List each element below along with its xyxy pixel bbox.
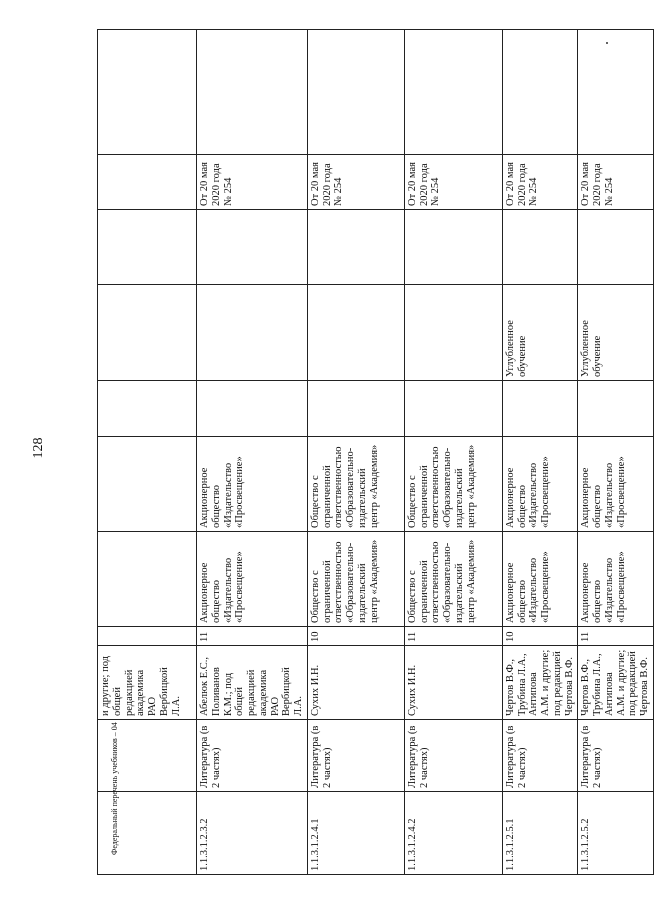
textbook-table: [97, 29, 654, 875]
cell-col7: [307, 381, 404, 437]
cell-grade: 10: [307, 627, 404, 646]
cell-level: [404, 285, 502, 381]
cell-number: [98, 792, 197, 875]
cell-col11: [307, 30, 404, 155]
cell-authors: Чертов В.Ф., Трубина Л.А., Антипова А.М. и другие; под редакцией Чертова В.Ф.: [578, 646, 654, 720]
cell-col9: [307, 210, 404, 285]
cell-grade: 10: [502, 627, 578, 646]
cell-publisher: Акционерное общество «Издательство «Просвещение»: [578, 532, 654, 627]
cell-date: [98, 155, 197, 210]
cell-col7: [197, 381, 308, 437]
footer-text: Федеральный перечень учебников – 04: [110, 722, 119, 855]
cell-date: От 20 мая 2020 года № 254: [197, 155, 308, 210]
cell-publisher-full: Акционерное общество «Издательство «Просвещение»: [578, 437, 654, 532]
cell-date: От 20 мая 2020 года № 254: [307, 155, 404, 210]
cell-grade: 11: [578, 627, 654, 646]
table-row: [502, 30, 578, 875]
cell-col7: [98, 381, 197, 437]
cell-number: 1.1.3.1.2.5.1: [502, 792, 578, 875]
cell-subject: Литература (в 2 частях): [197, 720, 308, 792]
rotated-table-wrapper: [97, 30, 650, 875]
cell-col7: [404, 381, 502, 437]
table-row: [307, 30, 404, 875]
cell-publisher-full: Акционерное общество «Издательство «Просвещение»: [502, 437, 578, 532]
cell-col7: [502, 381, 578, 437]
cell-col9: [404, 210, 502, 285]
table-row: [404, 30, 502, 875]
cell-col9: [502, 210, 578, 285]
cell-col9: [197, 210, 308, 285]
cell-authors: Чертов В.Ф., Трубина Л.А., Антипова А.М. и другие; под редакцией Чертова В.Ф.: [502, 646, 578, 720]
cell-date: От 20 мая 2020 года № 254: [502, 155, 578, 210]
cell-grade: [98, 627, 197, 646]
table-body: [98, 30, 654, 875]
cell-publisher: Акционерное общество «Издательство «Просвещение»: [502, 532, 578, 627]
cell-level: Углубленное обучение: [578, 285, 654, 381]
cell-col9: [98, 210, 197, 285]
cell-subject: Литература (в 2 частях): [502, 720, 578, 792]
cell-number: 1.1.3.1.2.5.2: [578, 792, 654, 875]
cell-number: 1.1.3.1.2.4.1: [307, 792, 404, 875]
cell-subject: [98, 720, 197, 792]
cell-grade: 11: [404, 627, 502, 646]
cell-col11: [404, 30, 502, 155]
cell-level: [98, 285, 197, 381]
cell-publisher: Акционерное общество «Издательство «Просвещение»: [197, 532, 308, 627]
table-row: [578, 30, 654, 875]
cell-subject: Литература (в 2 частях): [307, 720, 404, 792]
table-row: [98, 30, 197, 875]
cell-col11: [502, 30, 578, 155]
cell-col9: [578, 210, 654, 285]
cell-date: От 20 мая 2020 года № 254: [578, 155, 654, 210]
cell-authors: Сухих И.Н.: [404, 646, 502, 720]
cell-publisher-full: Общество с ограниченной ответственностью «Образовательно-издательский центр «Академия»: [307, 437, 404, 532]
cell-authors: и другие; под общей редакцией академика РАО Вербицкой Л.А.: [98, 646, 197, 720]
cell-authors: Сухих И.Н.: [307, 646, 404, 720]
cell-publisher-full: Акционерное общество «Издательство «Просвещение»: [197, 437, 308, 532]
cell-level: Углубленное обучение: [502, 285, 578, 381]
cell-level: [197, 285, 308, 381]
table-row: [197, 30, 308, 875]
cell-level: [307, 285, 404, 381]
cell-publisher-full: [98, 437, 197, 532]
cell-col11: [197, 30, 308, 155]
cell-subject: Литература (в 2 частях): [404, 720, 502, 792]
cell-number: 1.1.3.1.2.3.2: [197, 792, 308, 875]
cell-authors: Абелюк Е.С., Поливанов К.М.; под общей редакцией академика РАО Вербицкой Л.А.: [197, 646, 308, 720]
cell-col11: [98, 30, 197, 155]
cell-col11: [578, 30, 654, 155]
cell-publisher: [98, 532, 197, 627]
cell-publisher: Общество с ограниченной ответственностью «Образовательно-издательский центр «Академия»: [307, 532, 404, 627]
cell-number: 1.1.3.1.2.4.2: [404, 792, 502, 875]
cell-date: От 20 мая 2020 года № 254: [404, 155, 502, 210]
cell-publisher-full: Общество с ограниченной ответственностью «Образовательно-издательский центр «Академия»: [404, 437, 502, 532]
cell-grade: 11: [197, 627, 308, 646]
cell-col7: [578, 381, 654, 437]
cell-publisher: Общество с ограниченной ответственностью «Образовательно-издательский центр «Академия»: [404, 532, 502, 627]
page-number: 128: [31, 437, 46, 459]
cell-subject: Литература (в 2 частях): [578, 720, 654, 792]
